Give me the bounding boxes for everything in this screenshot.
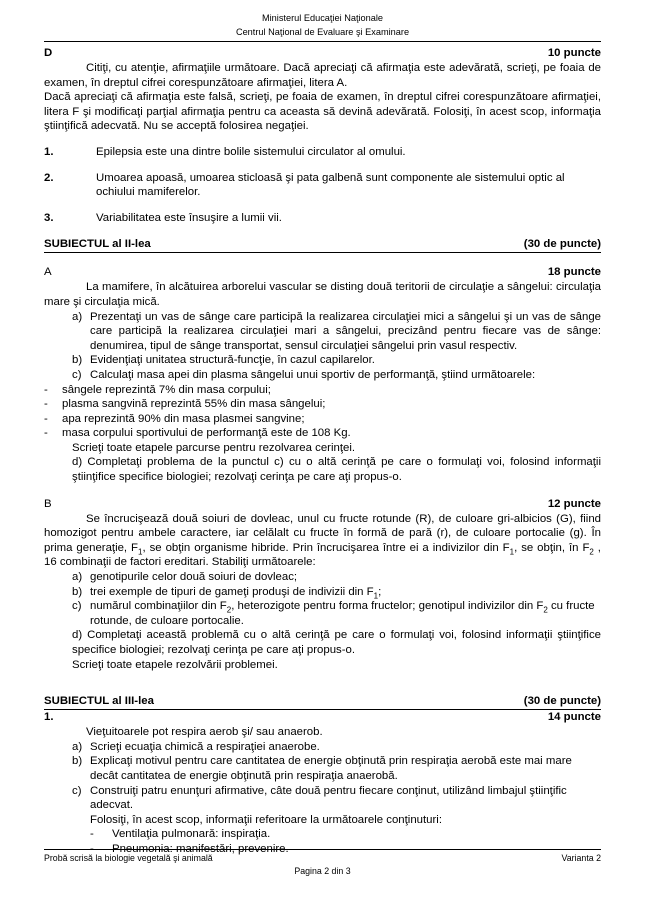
part-a-dash-item [44, 383, 601, 398]
statement-number: 1. [44, 145, 54, 158]
item-marker: c) [72, 784, 82, 797]
part-b-item-b [44, 585, 601, 600]
item-text-pre: numărul combinaţiilor din F [90, 600, 227, 613]
part-b-header [44, 497, 601, 512]
ministry-line: Ministerul Educaţiei Naţionale [261, 13, 384, 23]
part-a-item-c [44, 368, 601, 383]
subscript-f2: 2 [589, 547, 594, 557]
subject-iii-item-b [44, 754, 601, 783]
subscript-f2: 2 [226, 605, 232, 615]
part-a-letter: A [44, 266, 52, 279]
footer-left-text: Probă scrisă la biologie vegetală şi animală [44, 853, 213, 863]
subject-iii-item-points: 14 puncte [547, 711, 601, 724]
item-text: Explicaţi motivul pentru care cantitatea de energie obţinută prin respiraţia aerobă este mai mare decât cantitatea de energie obţinută prin respiraţia anaerobă. [90, 755, 572, 782]
subject-ii-heading [44, 237, 601, 253]
item-marker: b) [72, 354, 83, 367]
part-b-item-c [44, 599, 601, 628]
item-text-mid: , heterozigote pentru forma fructelor; genotipul indivizilor din F [231, 600, 544, 613]
dash-text: apa reprezintă 90% din masa plasmei sangvine; [62, 412, 305, 425]
part-b-intro-mid2: , se obţin, în F [514, 541, 590, 554]
subscript-f2: 2 [543, 605, 548, 615]
statement-item [44, 171, 601, 200]
subject-iii-item-c [44, 784, 601, 813]
part-b-intro-pre: Se încrucişează două soiuri de dovleac, unul cu fructe rotunde (R), de culoare gri-albicios (G), fiind homozigot pentru ambele caractere, iar celălalt cu fructe în formă de pară (r), de culoare portocalie (g). În prima generaţie, F [44, 512, 601, 554]
statement-item [44, 145, 601, 160]
subject-ii-points: (30 de puncte) [523, 238, 601, 251]
section-d-letter: D [44, 47, 53, 59]
item-text: genotipurile celor două soiuri de dovleac; [90, 571, 298, 584]
item-marker: c) [72, 368, 82, 381]
subject-ii-title: SUBIECTUL al II-lea [44, 238, 151, 251]
subject-iii-heading [44, 694, 601, 710]
part-a-points: 18 puncte [547, 266, 601, 279]
footer-variant: Varianta 2 [561, 853, 601, 863]
item-text [90, 599, 601, 628]
dash-text: plasma sangvină reprezintă 55% din masa sângelui; [62, 398, 326, 411]
dash-text: sângele reprezintă 7% din masa corpului; [62, 383, 271, 396]
dash-text: masa corpului sportivului de performanţă este de 108 Kg. [62, 427, 351, 440]
item-text-end: ; [378, 585, 382, 598]
footer-page-number: Pagina 2 din 3 [294, 866, 351, 876]
dash-marker: - [44, 383, 48, 396]
item-marker: b) [72, 755, 83, 768]
section-d-points: 10 puncte [547, 47, 601, 59]
part-a-intro: La mamifere, în alcătuirea arborelui vascular se disting două teritorii de circulaţie a sângelui: circulaţia mare şi circulaţia mică. [44, 281, 601, 308]
subject-iii-folositi: Folosiţi, în acest scop, informaţii referitoare la următoarele conţinuturi: [90, 813, 442, 826]
dash-marker: - [44, 427, 48, 440]
item-text-pre: trei exemple de tipuri de gameţi produşi de indivizii din F [90, 585, 374, 598]
dash-marker: - [44, 412, 48, 425]
document-footer [44, 849, 601, 877]
dash-text: Pneumonia: manifestări, prevenire. [112, 842, 289, 855]
subject-iii-item-header [44, 710, 601, 725]
statement-text: Umoarea apoasă, umoarea sticloasă şi pata galbenă sunt componente ale sistemului optic al ochiului mamiferelor. [96, 171, 565, 199]
part-b-item-d: d) Completaţi această problemă cu o altă cerinţă pe care o formulaţi voi, folosind informaţii ştiinţifice specifice biologiei; rezolvaţi cerinţa pe care aţi propus-o. [72, 629, 601, 656]
part-b-intro-end: , 16 combinaţii de factori ereditari. Stabiliţi următoarele: [44, 541, 601, 569]
subject-iii-intro: Vieţuitoarele pot respira aerob şi/ sau anaerob. [86, 726, 323, 739]
subscript-f1: 1 [373, 590, 379, 600]
part-a-dash-item [44, 412, 601, 427]
part-b-points: 12 puncte [547, 497, 601, 510]
item-text: Construiţi patru enunţuri afirmative, câte două pentru fiecare conţinut, utilizând limbajul ştiinţific adecvat. [90, 784, 567, 812]
statement-number: 2. [44, 171, 54, 184]
part-b-intro-mid1: , se obţin organisme hibride. Prin încrucişarea între ei a indivizilor din F [142, 541, 510, 554]
part-a-item-d: d) Completaţi problema de la punctul c) cu o altă cerinţă pe care o formulaţi voi, folosind informaţii ştiinţifice specifice biologiei; rezolvaţi cerinţa pe care aţi propus-o. [72, 456, 601, 484]
item-marker: a) [72, 571, 83, 584]
item-marker: a) [72, 310, 83, 323]
statement-text: Variabilitatea este însuşire a lumii vii. [96, 211, 282, 224]
section-d-header [44, 46, 601, 61]
subject-iii-content-item [44, 827, 601, 842]
dash-marker: - [44, 398, 48, 411]
subject-iii-title: SUBIECTUL al III-lea [44, 695, 154, 708]
part-a-after-dashes: Scrieţi toate etapele parcurse pentru rezolvarea cerinţei. [72, 441, 356, 454]
item-text: Evidenţiaţi unitatea structură-funcţie, în cazul capilarelor. [90, 354, 375, 367]
part-a-dash-item [44, 426, 601, 441]
dash-text: Ventilaţia pulmonară: inspiraţia. [112, 828, 271, 841]
subject-iii-item-number: 1. [44, 711, 54, 724]
subscript-f1: 1 [509, 547, 515, 557]
item-text: Prezentaţi un vas de sânge care participă la realizarea circulaţiei mici a sângelui şi un vas de sânge care participă la realizarea circulaţiei mari a sângelui, precizând pentru fiecare vas de sânge: denumirea, tipul de sânge transportat, sensul circulaţiei sângelui prin vasul respectiv. [90, 310, 601, 352]
center-line: Centrul Naţional de Evaluare şi Examinare [235, 26, 410, 37]
part-b-closing: Scrieţi toate etapele rezolvării problemei. [72, 658, 278, 671]
statement-item [44, 211, 601, 226]
part-b-intro [44, 512, 601, 570]
part-a-header [44, 265, 601, 280]
item-text [90, 585, 601, 600]
document-header [44, 0, 601, 39]
item-marker: c) [72, 600, 82, 613]
item-marker: b) [72, 585, 83, 598]
item-text-end: cu fructe rotunde, de culoare portocalie. [90, 600, 595, 627]
subscript-f1: 1 [138, 547, 143, 557]
section-d-intro-2: Dacă apreciaţi că afirmaţia este falsă, scrieţi, pe foaia de examen, în dreptul cifrei corespunzătoare afirmaţiei, litera F şi modificaţi parţial afirmaţia pentru ca aceasta să devină adevărată. Folosiţi, în acest scop, informaţia ştiinţifică adecvată. Nu se acceptă folosirea negaţiei. [44, 91, 601, 133]
part-b-item-a [44, 570, 601, 585]
section-d-intro-1: Citiţi, cu atenţie, afirmaţiile următoare. Dacă apreciaţi că afirmaţia este adevărată, scrieţi, pe foaia de examen, în dreptul cifrei corespunzătoare afirmaţiei, litera A. [44, 62, 601, 89]
subject-iii-item-a [44, 740, 601, 755]
part-b-letter: B [44, 497, 52, 510]
footer-row [44, 850, 601, 865]
part-a-item-b [44, 353, 601, 368]
statement-text: Epilepsia este una dintre bolile sistemului circulator al omului. [96, 145, 406, 158]
item-text: Calculaţi masa apei din plasma sângelui unui sportiv de performanţă, ştiind următoarele: [90, 368, 536, 381]
dash-marker: - [90, 842, 94, 855]
part-a-dash-item [44, 397, 601, 412]
part-a-item-a [44, 310, 601, 354]
item-marker: a) [72, 740, 83, 753]
dash-marker: - [90, 828, 94, 841]
subject-iii-points: (30 de puncte) [523, 695, 601, 708]
statement-number: 3. [44, 211, 54, 224]
item-text: Scrieţi ecuaţia chimică a respiraţiei anaerobe. [90, 740, 320, 753]
